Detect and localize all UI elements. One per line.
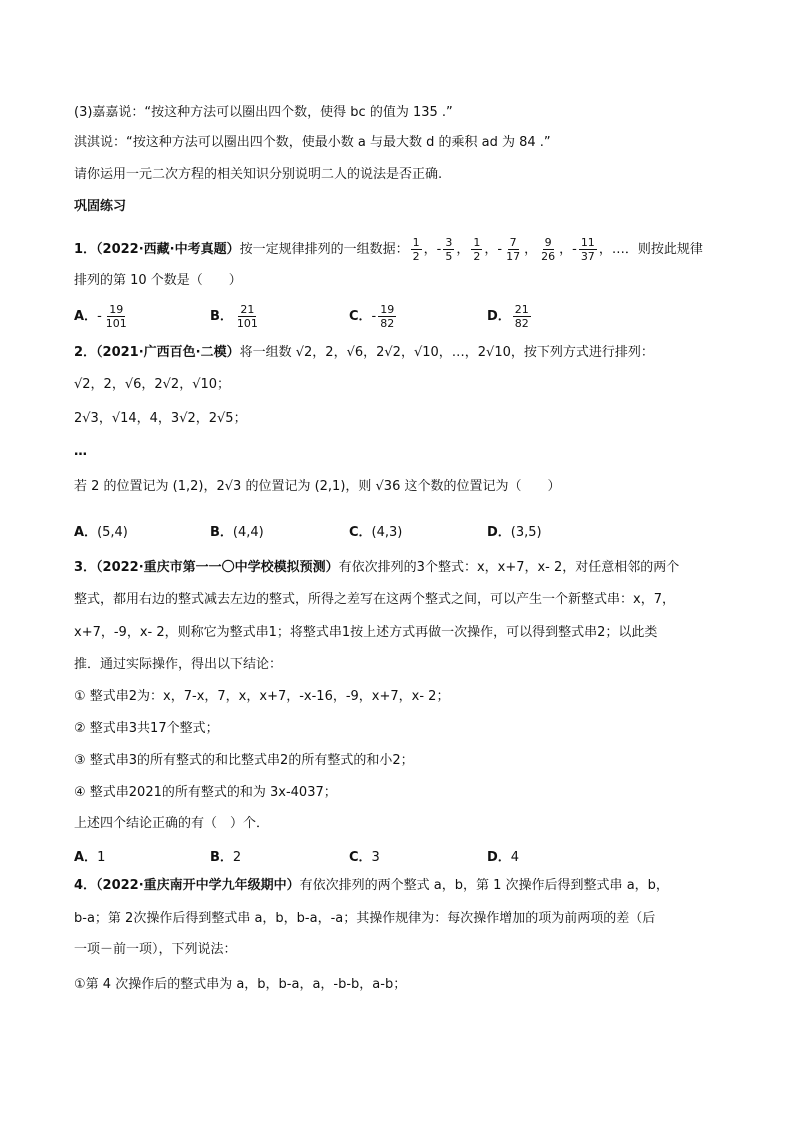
q3-option-c: C．3 — [349, 850, 380, 865]
q2-row-3: … — [74, 444, 87, 459]
fraction-numerator: 21 — [240, 303, 255, 316]
q2-option-c: C．(4,3) — [349, 525, 403, 540]
intro-line-3: 请你运用一元二次方程的相关知识分别说明二人的说法是否正确. — [74, 167, 443, 182]
fraction-numerator: 19 — [109, 303, 124, 316]
fraction-sign: - — [572, 242, 577, 257]
q1-fraction-1 — [409, 236, 424, 263]
q1-stem-line — [74, 236, 703, 263]
intro-line-2: 淇淇说：“按这种方法可以圈出四个数，使最小数 a 与最大数 d 的乘积 ad 为 84 .” — [74, 135, 551, 150]
q1-option-a: A．- $\frac{19}{101}$ — [74, 303, 131, 330]
q1-fraction-6 — [572, 236, 599, 263]
fraction-sign: - — [497, 242, 503, 257]
fraction-denominator: 101 — [105, 317, 127, 330]
fraction-denominator: 82 — [380, 317, 395, 330]
q4-line-3: 一项－前一项），下列说法： — [74, 942, 237, 957]
fraction-numerator: 7 — [509, 236, 517, 249]
q2-option-b: B．(4,4) — [210, 525, 264, 540]
q2-option-a: A．(5,4) — [74, 525, 128, 540]
fraction-denominator: 82 — [514, 317, 529, 330]
section-title: 巩固练习 — [74, 199, 127, 214]
q2-question: 若 2 的位置记为 (1,2)，2√3 的位置记为 (2,1)，则 √36 这个数的位置记为（ ） — [74, 479, 561, 494]
fraction-numerator: 1 — [473, 236, 481, 249]
q3-line-4: 推．通过实际操作，得出以下结论： — [74, 657, 283, 672]
q1-fraction-5 — [537, 236, 559, 263]
q3-source: （2022·重庆市第一一〇中学校模拟预测） — [96, 560, 339, 575]
intro-line-1: (3)嘉嘉说：“按这种方法可以圈出四个数，使得 bc 的值为 135 .” — [74, 105, 453, 120]
fraction-numerator: 9 — [544, 236, 552, 249]
fraction-numerator: 3 — [445, 236, 453, 249]
q3-line-2: 整式，都用右边的整式减去左边的整式，所得之差写在这两个整式之间，可以产生一个新整式串：x，7， — [74, 592, 675, 607]
q3-stem-line — [74, 559, 679, 577]
q4-number: 4． — [74, 878, 97, 893]
q4-conclusion-1: ①第 4 次操作后的整式串为 a，b，b-a，a，-b-b，a-b； — [74, 977, 407, 992]
fraction-denominator: 2 — [412, 250, 420, 263]
fraction-sign: - — [97, 309, 102, 324]
q2-option-d: D．(3,5) — [487, 525, 542, 540]
q2-source: （2021·广西百色·二模） — [96, 345, 240, 360]
q1-fraction-2 — [436, 236, 457, 263]
q1-option-value — [511, 303, 533, 330]
fraction-denominator: 37 — [580, 250, 595, 263]
q2-stem-line — [74, 344, 654, 362]
q3-option-b: B．2 — [210, 850, 242, 865]
q3-number: 3． — [74, 560, 97, 575]
q3-conclusion-2: ② 整式串3共17个整式； — [74, 721, 219, 736]
q2-row-2: 2√3，√14，4，3√2，2√5； — [74, 411, 247, 426]
q1-fraction-3 — [469, 236, 484, 263]
q2-stem: 将一组数 √2，2，√6，2√2，√10，…，2√10，按下列方式进行排列： — [239, 345, 654, 360]
q3-option-a: A．1 — [74, 850, 106, 865]
fraction-sign: - — [371, 309, 377, 324]
fraction-numerator: 21 — [514, 303, 529, 316]
q1-number: 1． — [74, 242, 97, 257]
q2-number: 2． — [74, 345, 97, 360]
fraction-denominator: 101 — [236, 317, 258, 330]
q1-source: （2022·西藏·中考真题） — [96, 242, 240, 257]
q4-source: （2022·重庆南开中学九年级期中） — [96, 878, 300, 893]
q3-ask: 上述四个结论正确的有（ ）个． — [74, 816, 270, 831]
q1-tail: ，…．则按此规律 — [598, 242, 703, 257]
q2-row-1: √2，2，√6，2√2，√10； — [74, 377, 231, 392]
fraction-numerator: 1 — [412, 236, 420, 249]
fraction-denominator: 17 — [506, 250, 521, 263]
q3-conclusion-3: ③ 整式串3的所有整式的和比整式串2的所有整式的和小2； — [74, 753, 414, 768]
fraction-numerator: 19 — [380, 303, 395, 316]
q1-stem: 按一定规律排列的一组数据： — [239, 242, 409, 257]
q3-conclusion-1: ① 整式串2为：x，7-x，7，x，x+7，-x-16，-9，x+7，x- 2； — [74, 689, 450, 704]
fraction-denominator: 26 — [541, 250, 556, 263]
q1-option-c: C．- $\frac{19}{82}$ — [349, 303, 398, 330]
q1-option-b: B． $\frac{21}{101}$ — [210, 303, 262, 330]
fraction-sign: - — [436, 242, 442, 257]
q4-line-1: 有依次排列的两个整式 a，b，第 1 次操作后得到整式串 a，b， — [299, 878, 669, 893]
q3-line-3: x+7，-9，x- 2，则称它为整式串1；将整式串1按上述方式再做一次操作，可以得到整式串2；以此类 — [74, 625, 658, 640]
q1-option-d: D． $\frac{21}{82}$ — [487, 303, 533, 330]
q4-stem-line — [74, 877, 669, 895]
q3-conclusion-4: ④ 整式串2021的所有整式的和为 3x-4037； — [74, 785, 337, 800]
fraction-denominator: 2 — [473, 250, 481, 263]
q1-line-2: 排列的第 10 个数是（ ） — [74, 273, 242, 288]
fraction-denominator: 5 — [445, 250, 453, 263]
q1-fraction-sequence: $\frac{1}{2}$ ，- $\frac{3}{5}$ ， $\frac{1}{2}$ ，- $\frac{7}{17}$ ， $\frac{9}{26}$ ，- $\frac{11}{37}$ — [409, 242, 599, 257]
q1-fraction-4 — [497, 236, 524, 263]
q4-line-2: b-a；第 2次操作后得到整式串 a，b，b-a，-a；其操作规律为：每次操作增加的项为前两项的差（后 — [74, 911, 656, 926]
q3-option-d: D．4 — [487, 850, 520, 865]
q3-line-1: 有依次排列的3个整式：x，x+7，x- 2，对任意相邻的两个 — [338, 560, 680, 575]
fraction-numerator: 11 — [580, 236, 595, 249]
